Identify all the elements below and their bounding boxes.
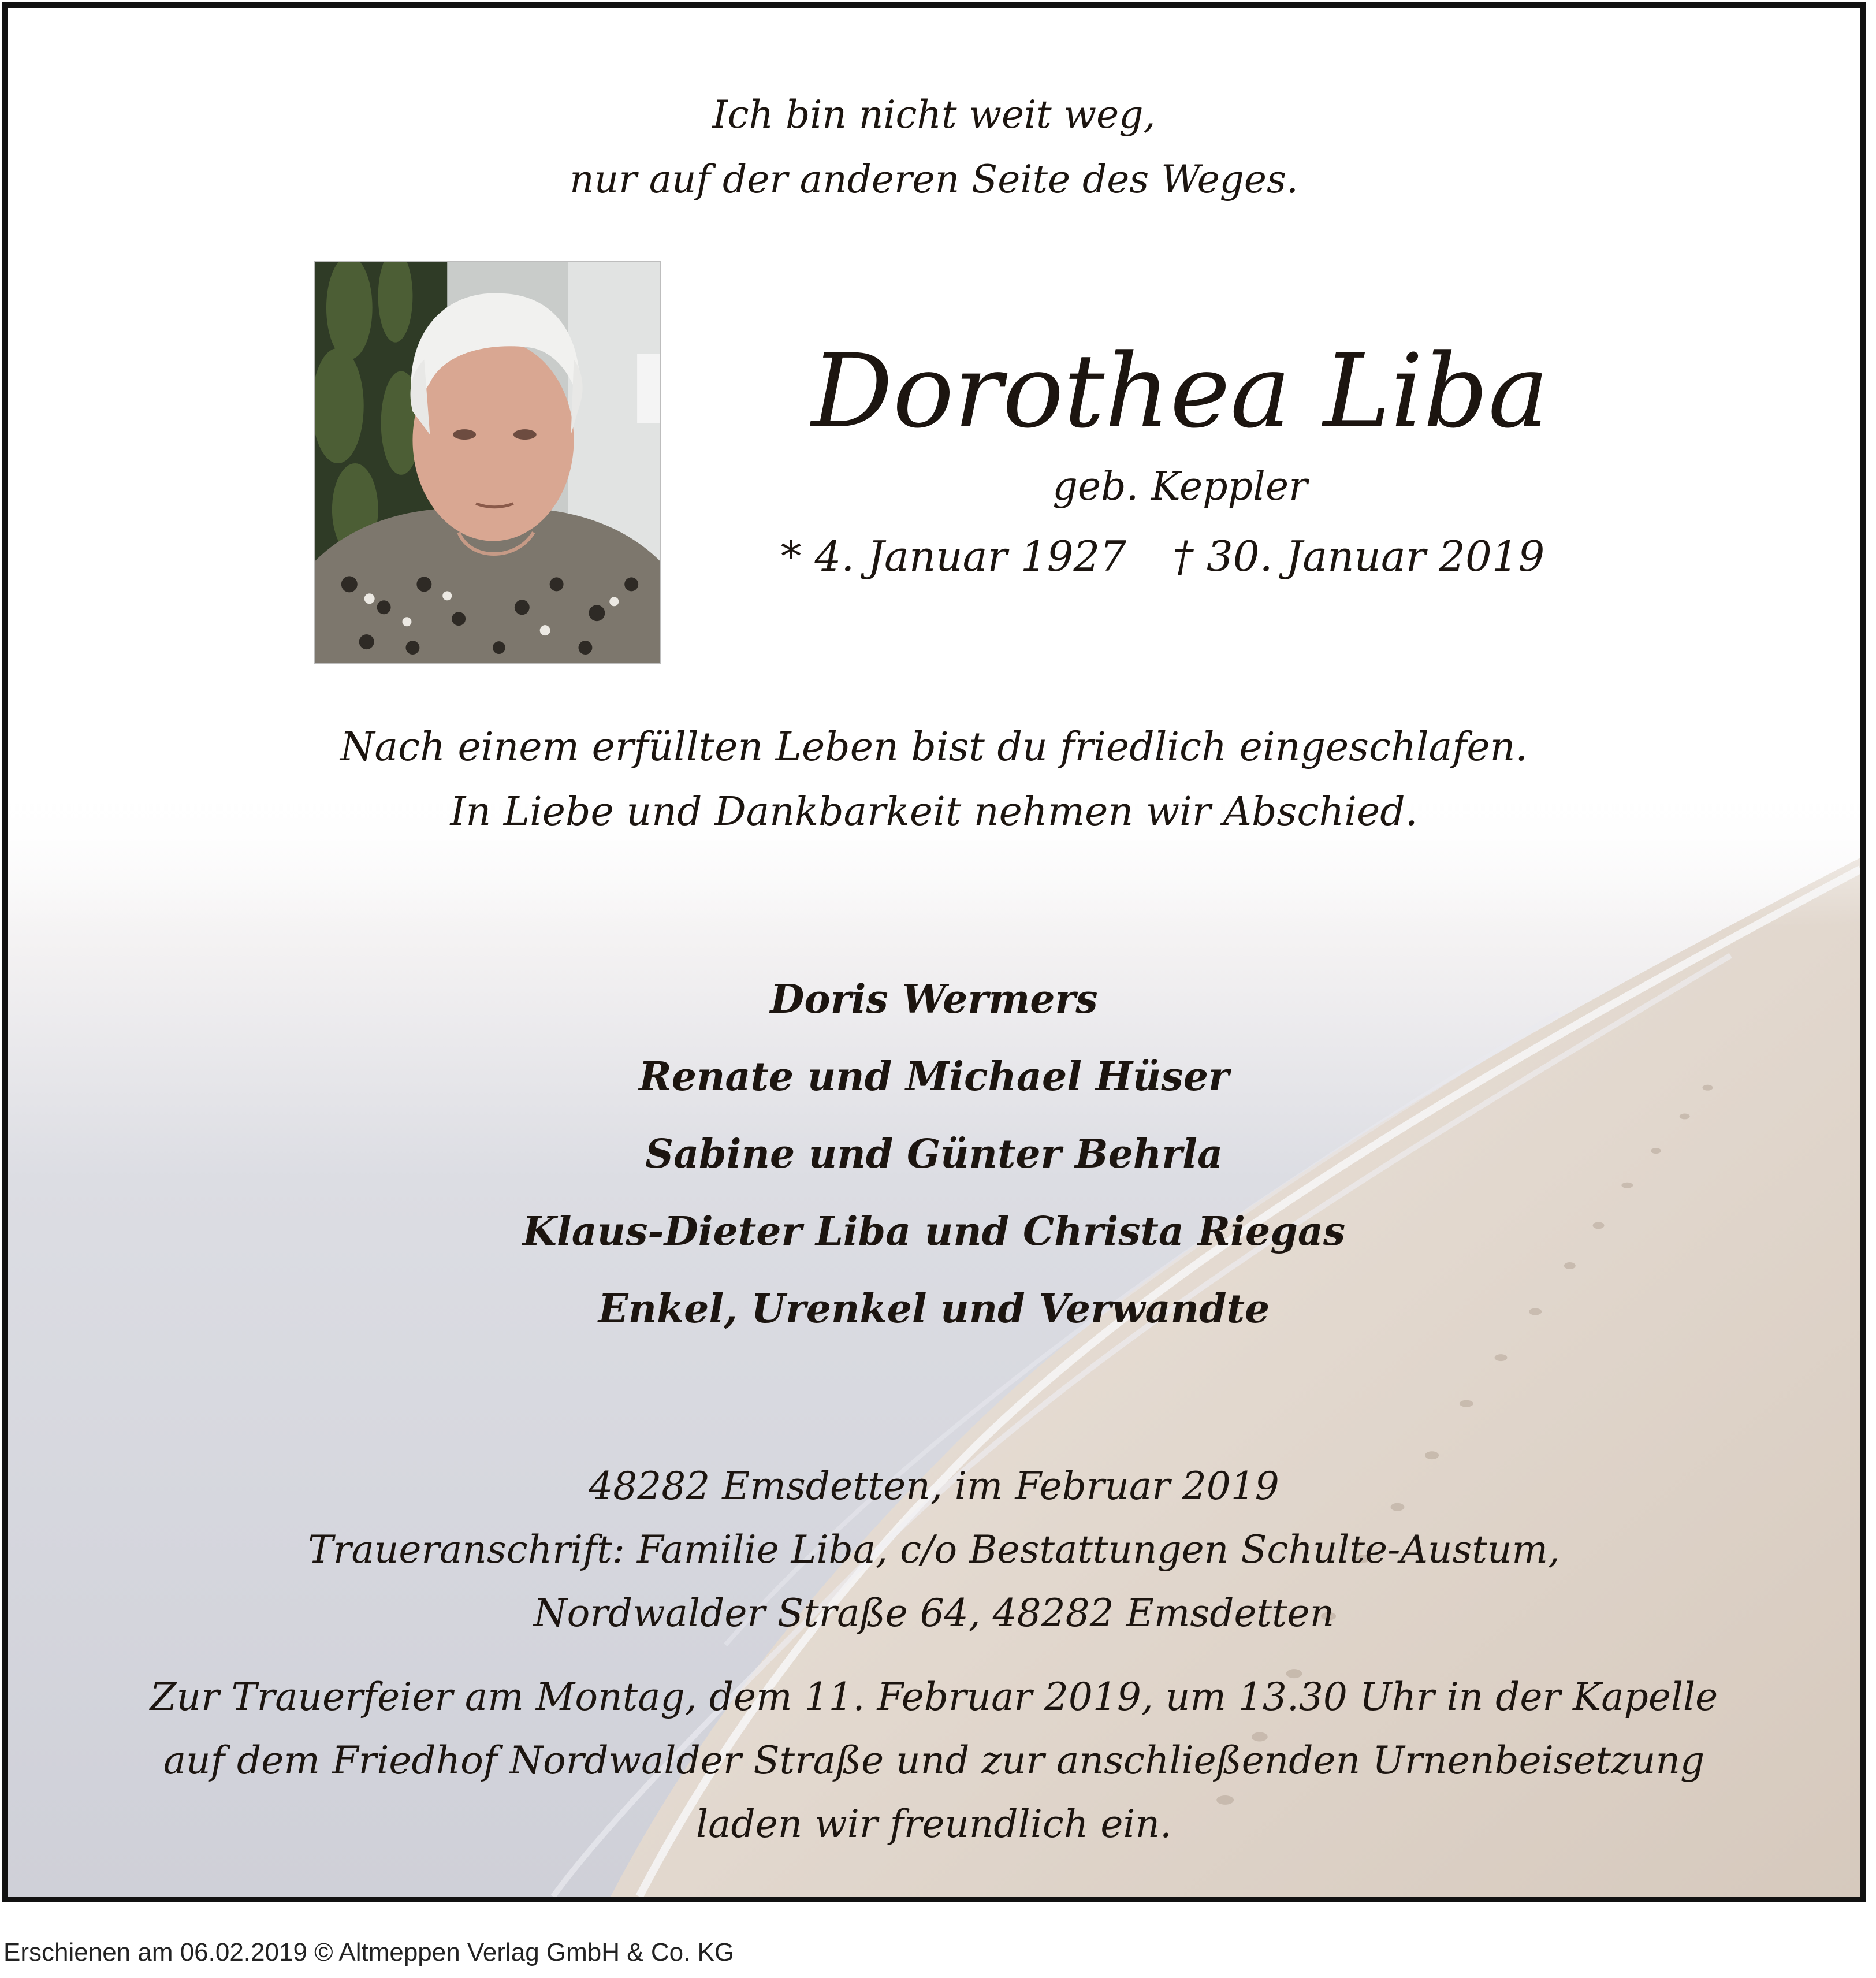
mourner-entry: Enkel, Urenkel und Verwandte [598, 1286, 1270, 1332]
mourner-entry: Doris Wermers [770, 976, 1098, 1023]
mourning-address [8, 1455, 1860, 1645]
verse [8, 83, 1860, 212]
address-line: Traueranschrift: Familie Liba, c/o Bestattungen Schulte-Austum, [307, 1527, 1561, 1572]
place-date: 48282 Emsdetten, im Februar 2019 [589, 1464, 1279, 1508]
farewell-text [8, 715, 1860, 845]
mourner-entry: Klaus-Dieter Liba und Christa Riegas [522, 1209, 1346, 1255]
mourners-list [8, 961, 1860, 1348]
mourner-entry: Renate und Michael Hüser [639, 1054, 1229, 1100]
verse-line: Ich bin nicht weit weg, [712, 92, 1156, 137]
birth-date: * 4. Januar 1927 [780, 532, 1127, 581]
funeral-invitation [8, 1665, 1860, 1856]
address-line: Nordwalder Straße 64, 48282 Emsdetten [533, 1591, 1335, 1635]
farewell-line: In Liebe und Dankbarkeit nehmen wir Abschied. [450, 789, 1418, 835]
publication-footer: Erschienen am 06.02.2019 © Altmeppen Verlag GmbH & Co. KG [3, 1938, 735, 1966]
portrait-photo [314, 261, 661, 664]
invitation-line: Zur Trauerfeier am Montag, dem 11. Februar 2019, um 13.30 Uhr in der Kapelle [150, 1675, 1718, 1719]
maiden-name: geb. Keppler [1052, 464, 1308, 510]
invitation-line: laden wir freundlich ein. [695, 1802, 1172, 1846]
life-dates [758, 527, 1567, 585]
obituary-frame [2, 2, 1866, 1902]
death-date: † 30. Januar 2019 [1172, 532, 1545, 581]
verse-line: nur auf der anderen Seite des Weges. [570, 157, 1298, 202]
mourner-entry: Sabine und Günter Behrla [645, 1131, 1223, 1177]
farewell-line: Nach einem erfüllten Leben bist du friedlich eingeschlafen. [340, 724, 1528, 770]
invitation-line: auf dem Friedhof Nordwalder Straße und zur anschließenden Urnenbeisetzung [163, 1738, 1705, 1783]
deceased-name: Dorothea Liba [811, 332, 1549, 451]
